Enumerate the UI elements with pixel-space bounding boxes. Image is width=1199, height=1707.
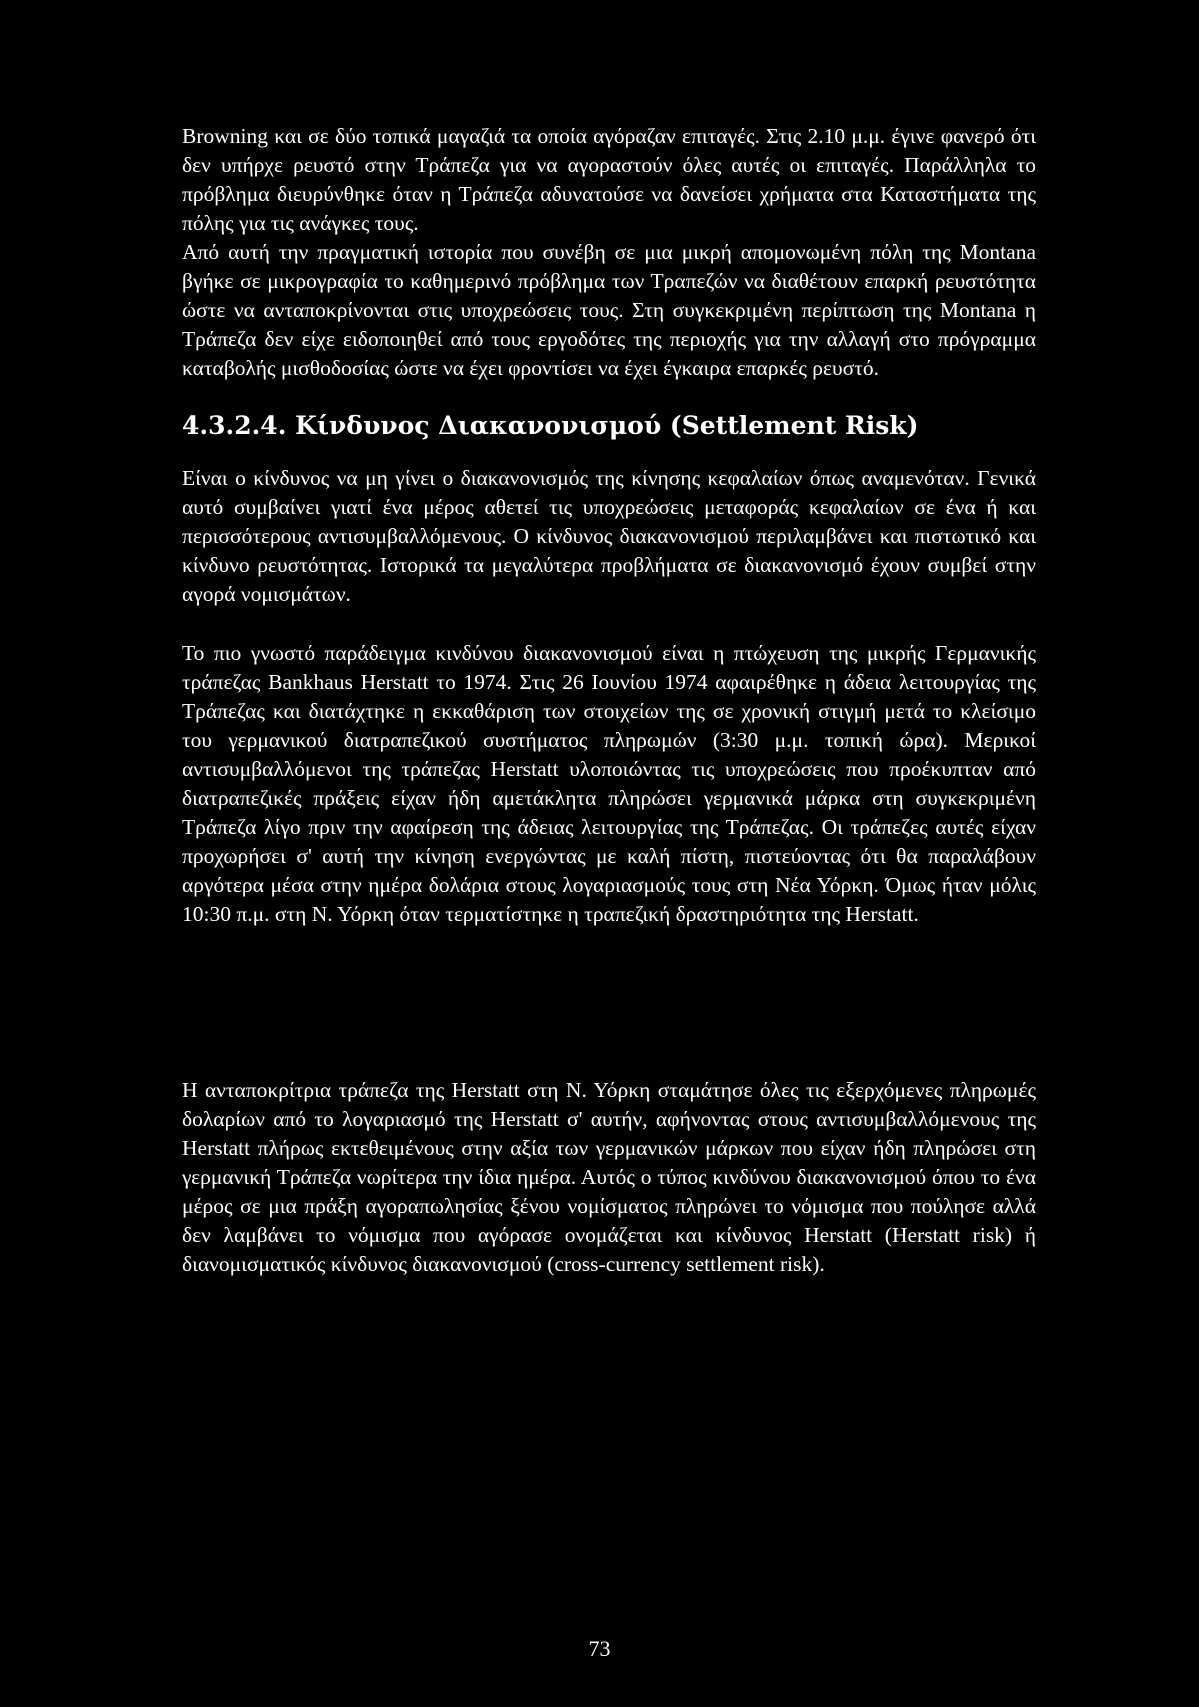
paragraph-herstatt-example: Το πιο γνωστό παράδειγμα κινδύνου διακανονισμού είναι η πτώχευση της μικρής Γερμανικής τράπεζας Bankhaus Herstatt το 1974. Στις 26 Ιουνίου 1974 αφαιρέθηκε η άδεια λειτουργίας της Τράπεζας και διατάχτηκε η εκκαθάριση των στοιχείων της σε χρονική στιγμή μετά το κλείσιμο του γερμανικού διατραπεζικού συστήματος πληρωμών (3:30 μ.μ. τοπική ώρα). Μερικοί αντισυμβαλλόμενοι της τράπεζας Herstatt υλοποιώντας τις υποχρεώσεις που προέκυπταν από διατραπεζικές πράξεις είχαν ήδη αμετάκλητα πληρώσει γερμανικά μάρκα στη συγκεκριμένη Τράπεζα λίγο πριν την αφαίρεση της άδειας λειτουργίας της Τράπεζας. Οι τράπεζες αυτές είχαν προχωρήσει σ' αυτή την κίνηση ενεργώντας με καλή πίστη, πιστεύοντας ότι θα παραλάβουν αργότερα μέσα στην ημέρα δολάρια στους λογαριασμούς τους στη Νέα Υόρκη. Όμως ήταν μόλις 10:30 π.μ. στη Ν. Υόρκη όταν τερματίστηκε η τραπεζική δραστηριότητα της Herstatt.: [182, 641, 1036, 926]
page-body: [182, 122, 1036, 1279]
paragraph-correspondent-bank: Η ανταποκρίτρια τράπεζα της Herstatt στη Ν. Υόρκη σταμάτησε όλες τις εξερχόμενες πληρωμές δολαρίων από το λογαριασμό της Herstatt σ' αυτήν, αφήνοντας στους αντισυμβαλλόμενους της Herstatt πλήρως εκτεθειμένους στην αξία των γερμανικών μάρκων που είχαν ήδη πληρώσει στη γερμανική Τράπεζα νωρίτερα την ίδια ημέρα. Αυτός ο τύπος κινδύνου διακανονισμού όπου το ένα μέρος σε μια πράξη αγοραπωλησίας ξένου νομίσματος πληρώνει το νόμισμα που πούλησε αλλά δεν λαμβάνει το νόμισμα που αγόρασε ονομάζεται και κίνδυνος Herstatt (Herstatt risk) ή διανομισματικός κίνδυνος διακανονισμού (cross-currency settlement risk).: [182, 1078, 1036, 1276]
section-heading: 4.3.2.4. Κίνδυνος Διακανονισμού (Settlement Risk): [182, 411, 919, 440]
page-number: 73: [588, 1636, 611, 1661]
paragraph-browning: Browning και σε δύο τοπικά μαγαζιά τα οποία αγόραζαν επιταγές. Στις 2.10 μ.μ. έγινε φανερό ότι δεν υπήρχε ρευστό στην Τράπεζα για να αγοραστούν όλες αυτές οι επιταγές. Παράλληλα το πρόβλημα διευρύνθηκε όταν η Τράπεζα αδυνατούσε να δανείσει χρήματα στα Καταστήματα της πόλης για τις ανάγκες τους.: [182, 124, 1036, 235]
paragraph-settlement-definition: Είναι ο κίνδυνος να μη γίνει ο διακανονισμός της κίνησης κεφαλαίων όπως αναμενόταν. Γενικά αυτό συμβαίνει γιατί ένα μέρος αθετεί τις υποχρεώσεις μεταφοράς κεφαλαίων σε ένα ή και περισσότερους αντισυμβαλλόμενους. Ο κίνδυνος διακανονισμού περιλαμβάνει και πιστωτικό και κίνδυνο ρευστότητας. Ιστορικά τα μεγαλύτερα προβλήματα σε διακανονισμό έχουν συμβεί στην αγορά νομισμάτων.: [182, 466, 1036, 606]
paragraph-montana: Από αυτή την πραγματική ιστορία που συνέβη σε μια μικρή απομονωμένη πόλη της Montana βγήκε σε μικρογραφία το καθημερινό πρόβλημα των Τραπεζών να διαθέτουν επαρκή ρευστότητα ώστε να ανταποκρίνονται στις υποχρεώσεις τους. Στη συγκεκριμένη περίπτωση της Montana η Τράπεζα δεν είχε ειδοποιηθεί από τους εργοδότες της περιοχής για την αλλαγή στο πρόγραμμα καταβολής μισθοδοσίας ώστε να έχει φροντίσει να έχει έγκαιρα επαρκές ρευστό.: [182, 240, 1036, 380]
